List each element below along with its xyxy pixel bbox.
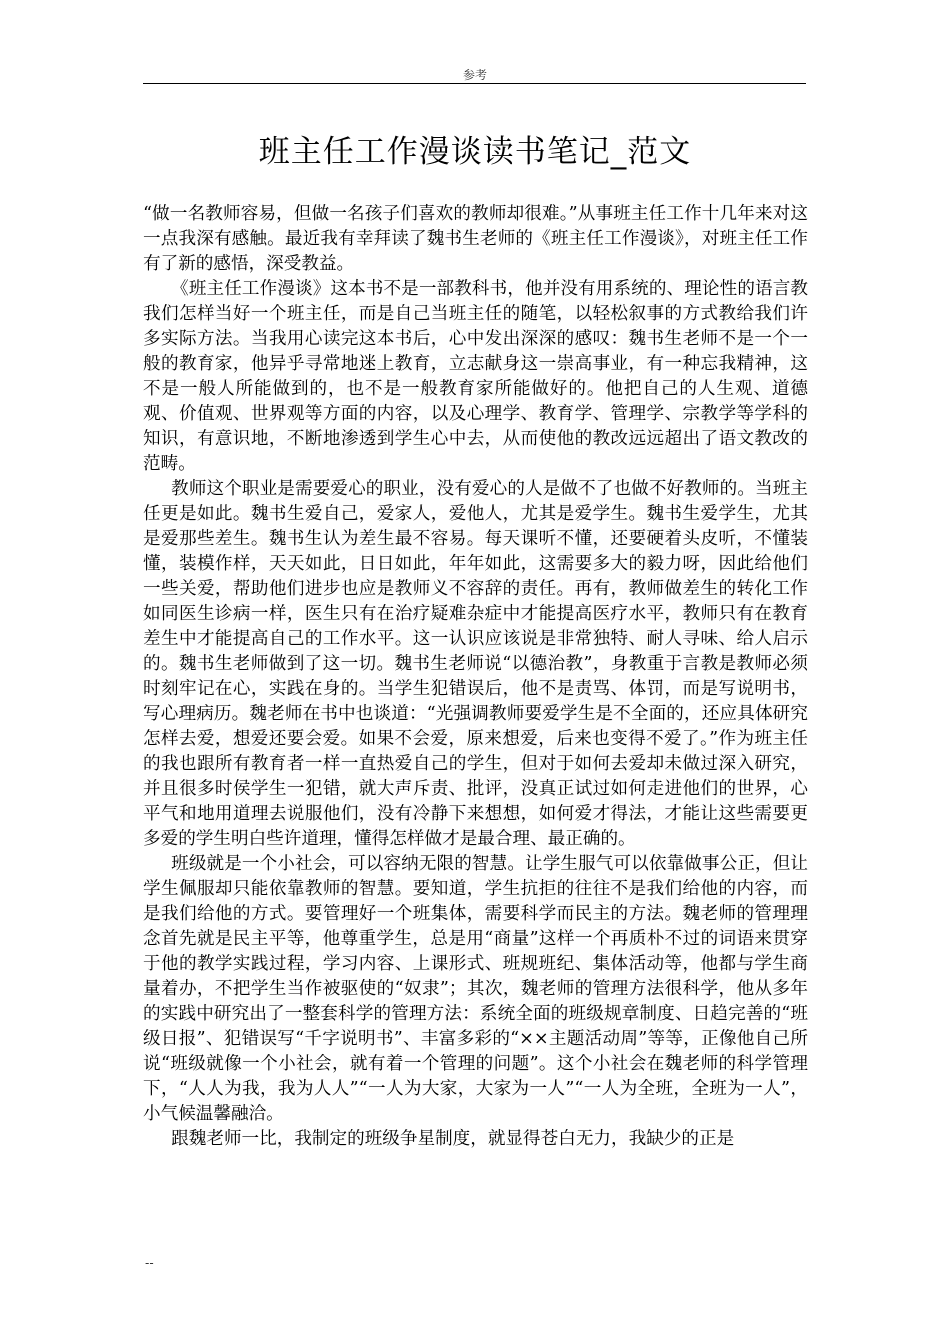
page-title: 班主任工作漫谈读书笔记_范文 (258, 134, 692, 170)
footer-mark: -- (145, 1256, 154, 1270)
paragraph-2: 《班主任工作漫谈》这本书不是一部教科书，他并没有用系统的、理论性的语言教我们怎样当好一个班主任，而是自己当班主任的随笔，以轻松叙事的方式教给我们许多实际方法。当我用心读完这本书后，心中发出深深的感叹：魏书生老师不是一个一般的教育家，他异乎寻常地迷上教育，立志献身这一崇高事业，有一种忘我精神，这不是一般人所能做到的，也不是一般教育家所能做好的。他把自己的人生观、道德观、价值观、世界观等方面的内容，以及心理学、教育学、管理学、宗教学等学科的知识，有意识地，不断地渗透到学生心中去，从而使他的教改远远超出了语文教改的范畴。 (143, 279, 808, 474)
header-label: 参考 (462, 68, 487, 82)
document-body (143, 202, 808, 1152)
header-divider (143, 83, 806, 84)
paragraph-1: “做一名教师容易，但做一名孩子们喜欢的教师却很难。”从事班主任工作十几年来对这一点我深有感触。最近我有幸拜读了魏书生老师的《班主任工作漫谈》，对班主任工作有了新的感悟，深受教益。 (143, 204, 808, 274)
paragraph-3: 教师这个职业是需要爱心的职业，没有爱心的人是做不了也做不好教师的。当班主任更是如此。魏书生爱自己，爱家人，爱他人，尤其是爱学生。魏书生爱学生，尤其是爱那些差生。魏书生认为差生最不容易。每天课听不懂，还要硬着头皮听，不懂装懂，装模作样，天天如此，日日如此，年年如此，这需要多大的毅力呀，因此给他们一些关爱，帮助他们进步也应是教师义不容辞的责任。再有，教师做差生的转化工作如同医生诊病一样，医生只有在治疗疑难杂症中才能提高医疗水平，教师只有在教育差生中才能提高自己的工作水平。这一认识应该说是非常独特、耐人寻味、给人启示的。魏书生老师做到了这一切。魏书生老师说“以德治教”，身教重于言教是教师必须时刻牢记在心，实践在身的。当学生犯错误后，他不是责骂、体罚，而是写说明书，写心理病历。魏老师在书中也谈道：“光强调教师要爱学生是不全面的，还应具体研究怎样去爱，想爱还要会爱。如果不会爱，原来想爱，后来也变得不爱了。”作为班主任的我也跟所有教育者一样一直热爱自己的学生，但对于如何去爱却未做过深入研究，并且很多时侯学生一犯错，就大声斥责、批评，没真正试过如何走进他们的世界，心平气和地用道理去说服他们，没有冷静下来想想，如何爱才得法，才能让这些需要更多爱的学生明白些许道理，懂得怎样做才是最合理、最正确的。 (143, 479, 808, 849)
paragraph-5: 跟魏老师一比，我制定的班级争星制度，就显得苍白无力，我缺少的正是 (171, 1129, 735, 1149)
paragraph-4: 班级就是一个小社会，可以容纳无限的智慧。让学生服气可以依靠做事公正，但让学生佩服却只能依靠教师的智慧。要知道，学生抗拒的往往不是我们给他的内容，而是我们给他的方式。要管理好一个班集体，需要科学而民主的方法。魏老师的管理理念首先就是民主平等，他尊重学生，总是用“商量”这样一个再质朴不过的词语来贯穿于他的教学实践过程，学习内容、上课形式、班规班纪、集体活动等，他都与学生商量着办，不把学生当作被驱使的“奴隶”；其次，魏老师的管理方法很科学，他从多年的实践中研究出了一整套科学的管理方法：系统全面的班级规章制度、日趋完善的“班级日报”、犯错误写“千字说明书”、丰富多彩的“××主题活动周”等等，正像他自己所说“班级就像一个小社会，就有着一个管理的问题”。这个小社会在魏老师的科学管理下，“人人为我，我为人人”“一人为大家，大家为一人”“一人为全班，全班为一人”，小气候温馨融洽。 (143, 854, 808, 1124)
